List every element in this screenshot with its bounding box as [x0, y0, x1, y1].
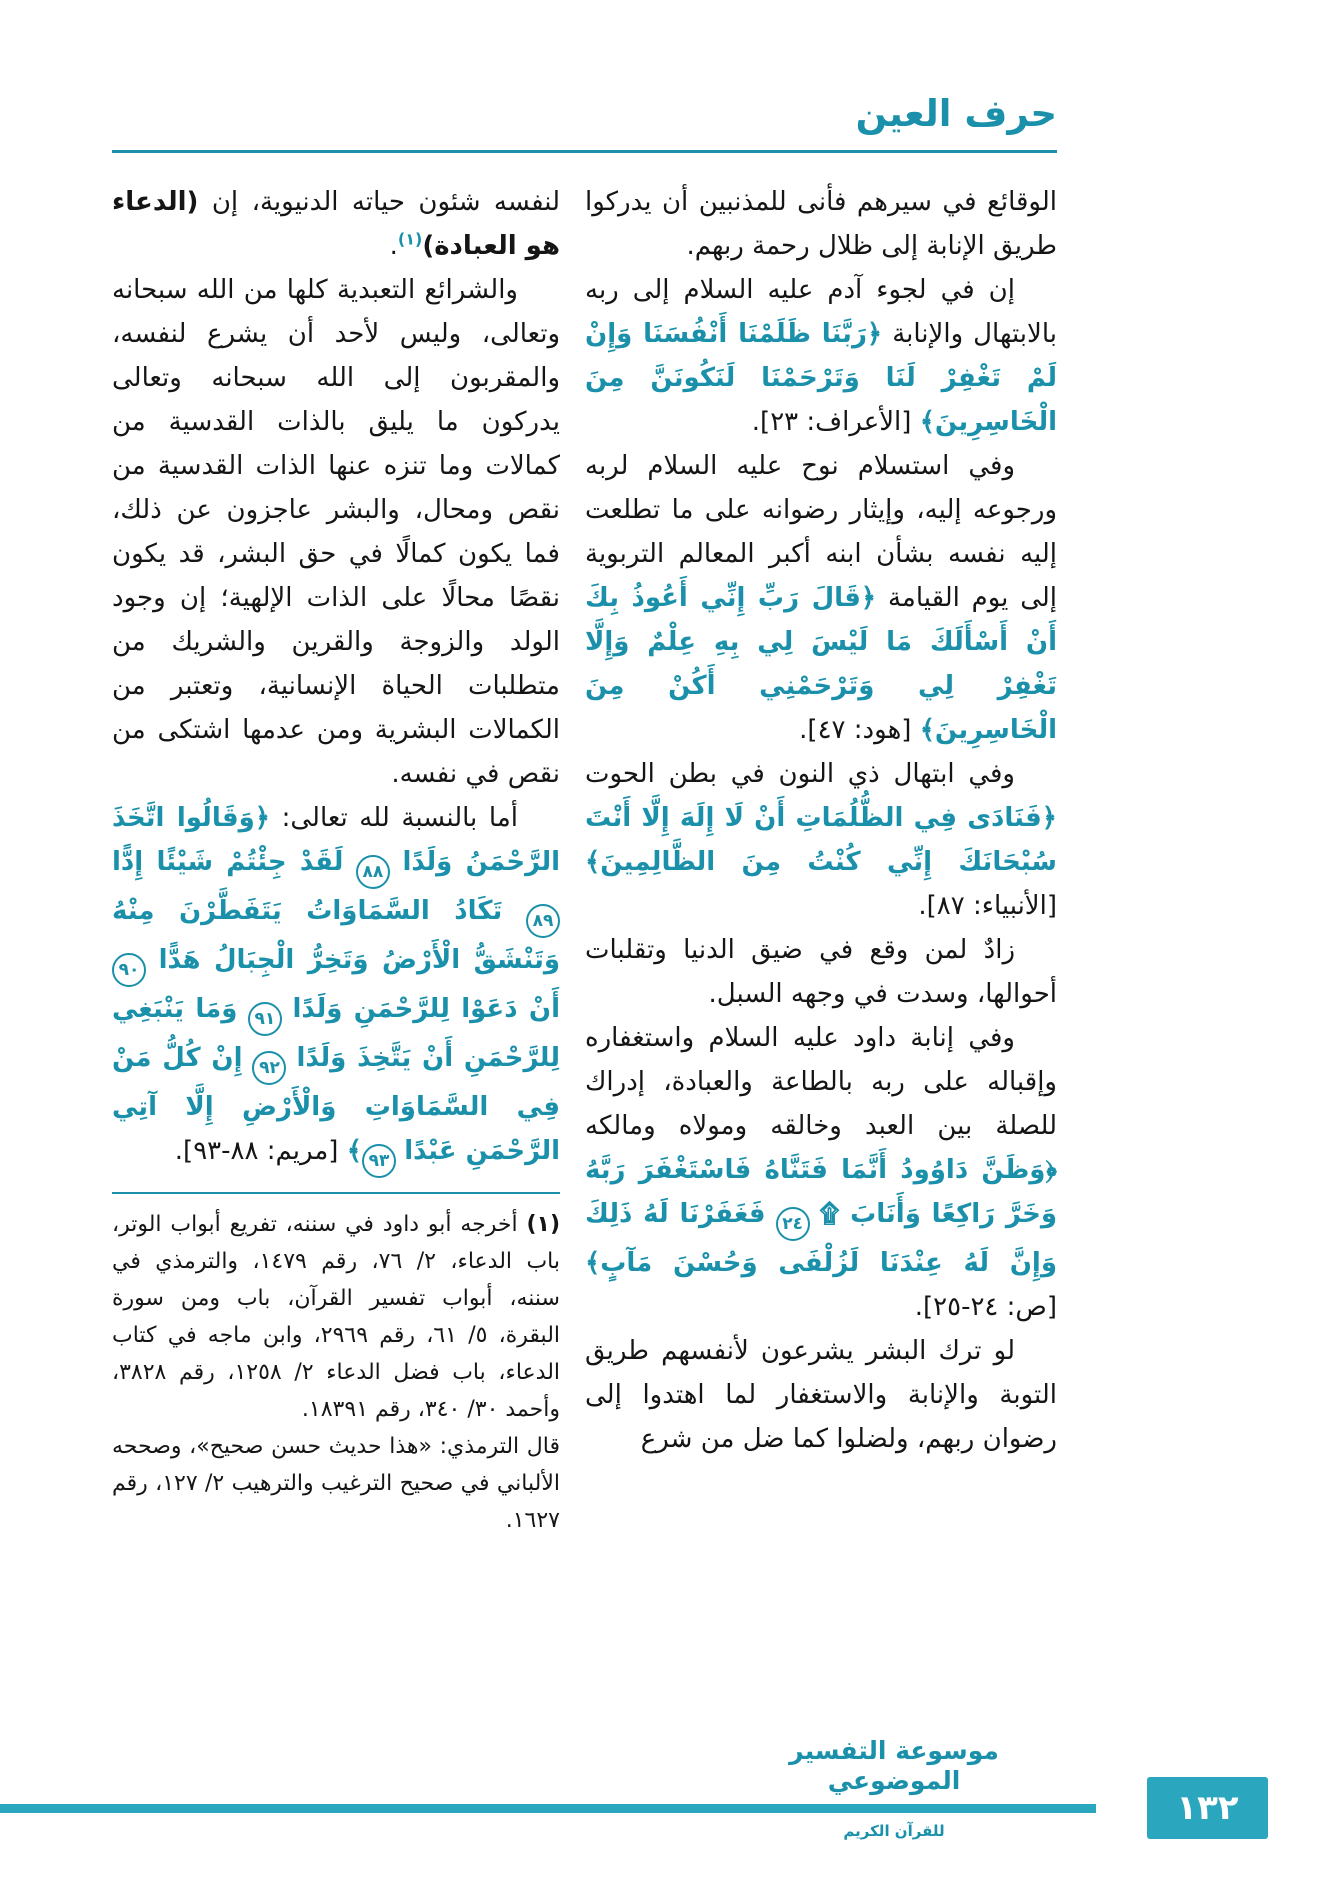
footnote-marker: (١): [526, 1212, 560, 1237]
paragraph: [585, 1329, 1057, 1461]
paragraph: [112, 180, 560, 268]
quran-verse: تَكَادُ السَّمَاوَاتُ يَتَفَطَّرْنَ مِنْهُ وَتَنْشَقُّ الْأَرْضُ وَتَخِرُّ الْجِبَالُ هَدًّا: [112, 896, 561, 975]
body-text: وفي ابتهال ذي النون في بطن الحوت: [585, 759, 1015, 789]
body-text: وفي إنابة داود عليه السلام واستغفاره وإقباله على ربه بالطاعة والعبادة، إدراك للصلة بين العبد وخالقه ومولاه ومالكه: [585, 1023, 1057, 1141]
left-column: [112, 180, 560, 1539]
ayah-number-badge: ٩٠: [112, 953, 146, 987]
paragraph: [112, 796, 560, 1178]
ayah-number-badge: ٢٤: [776, 1207, 810, 1241]
page-number-badge: ١٣٢: [1147, 1777, 1268, 1839]
ayah-number-badge: ٨٨: [356, 855, 390, 889]
verse-reference: [مريم: ٨٨-٩٣].: [174, 1136, 339, 1166]
paragraph: [112, 268, 560, 796]
paragraph: [585, 444, 1057, 752]
footnote: [112, 1206, 560, 1539]
body-text: إن في لجوء آدم عليه السلام إلى ربه بالابتهال والإنابة: [585, 275, 1058, 349]
chapter-heading: حرف العين: [855, 92, 1057, 135]
paragraph: [585, 752, 1057, 928]
paragraph: [585, 1016, 1057, 1329]
emphasized-text: (الدعاء هو العبادة): [112, 187, 560, 261]
publisher-logo: [779, 1736, 1009, 1840]
body-text: .: [389, 231, 398, 261]
publisher-logo-subtext: للقرآن الكريم: [843, 1822, 945, 1840]
footnote-entry: [112, 1428, 560, 1539]
body-text: والشرائع التعبدية كلها من الله سبحانه وتعالى، وليس لأحد أن يشرع لنفسه، والمقربون إلى الله سبحانه وتعالى يدركون ما يليق بالذات القدسية من كمالات وما تنزه عنها الذات القدسية من نقص ومحال، والبشر عاجزون عن ذلك، فما يكون كمالًا في حق البشر، قد يكون نقصًا محالًا على الذات الإلهية؛ إن وجود الولد والزوجة والقرين والشريك من متطلبات الحياة الإنسانية، وتعتبر من الكمالات البشرية ومن عدمها اشتكى من نقص في نفسه.: [112, 275, 560, 789]
body-text: لو ترك البشر يشرعون لأنفسهم طريق التوبة والإنابة والاستغفار لما اهتدوا إلى رضوان ربهم، ولضلوا كما ضل من شرع: [585, 1336, 1057, 1454]
body-text: الوقائع في سيرهم فأنى للمذنبين أن يدركوا طريق الإنابة إلى ظلال رحمة ربهم.: [585, 187, 1057, 261]
body-text: لنفسه شئون حياته الدنيوية، إن: [198, 187, 560, 217]
verse-reference: [الأنبياء: ٨٧].: [918, 891, 1057, 921]
verse-reference: [هود: ٤٧].: [799, 715, 912, 745]
body-text: وفي استسلام نوح عليه السلام لربه ورجوعه إليه، وإيثار رضوانه على ما تطلعت إليه نفسه بشأن ابنه أكبر المعالم التربوية إلى يوم القيامة: [585, 451, 1058, 613]
verse-reference: [ص: ٢٤-٢٥].: [914, 1292, 1057, 1322]
header-divider: [112, 150, 1057, 153]
footnote-entry: [112, 1206, 560, 1428]
quran-verse: فَغَفَرْنَا لَهُ ذَلِكَ وَإِنَّ لَهُ عِنْدَنَا لَزُلْفَى وَحُسْنَ مَآبٍ﴾: [585, 1199, 1057, 1278]
quran-verse: أَنْ دَعَوْا لِلرَّحْمَنِ وَلَدًا: [292, 994, 560, 1024]
quran-verse: ﴾: [346, 1136, 362, 1166]
paragraph: [585, 268, 1057, 444]
verse-reference: [الأعراف: ٢٣].: [751, 407, 912, 437]
body-text: زادٌ لمن وقع في ضيق الدنيا وتقلبات أحوالها، وسدت في وجهه السبل.: [585, 935, 1057, 1009]
quran-verse: لَقَدْ جِئْتُمْ شَيْئًا إِدًّا: [112, 847, 344, 877]
body-text: أما بالنسبة لله تعالى:: [281, 803, 518, 833]
publisher-logo-text: موسوعة التفسير الموضوعي: [789, 1736, 999, 1795]
ayah-number-badge: ٩٢: [252, 1051, 286, 1085]
footnote-text: أخرجه أبو داود في سننه، تفريع أبواب الوتر، باب الدعاء، ٢/ ٧٦، رقم ١٤٧٩، والترمذي في سننه، أبواب تفسير القرآن، باب ومن سورة البقرة، ٥/ ٦١، رقم ٢٩٦٩، وابن ماجه في كتاب الدعاء، باب فضل الدعاء ٢/ ١٢٥٨، رقم ٣٨٢٨، وأحمد ٣٠/ ٣٤٠، رقم ١٨٣٩١.: [112, 1212, 561, 1422]
quran-verse: ﴿رَبَّنَا ظَلَمْنَا أَنْفُسَنَا وَإِنْ لَمْ تَغْفِرْ لَنَا وَتَرْحَمْنَا لَنَكُونَنَّ مِنَ الْخَاسِرِينَ﴾: [585, 319, 1057, 437]
quran-verse: إِنْ كُلُّ مَنْ فِي السَّمَاوَاتِ وَالْأَرْضِ إِلَّا آتِي الرَّحْمَنِ عَبْدًا: [112, 1043, 560, 1166]
quran-verse: ﴿قَالَ رَبِّ إِنِّي أَعُوذُ بِكَ أَنْ أَسْأَلَكَ مَا لَيْسَ لِي بِهِ عِلْمٌ وَإِلَّا تَغْفِرْ لِي وَتَرْحَمْنِي أَكُنْ مِنَ الْخَاسِرِينَ﴾: [585, 583, 1057, 745]
footnote-marker-sup: (١): [397, 229, 423, 249]
ayah-number-badge: ٨٩: [526, 904, 560, 938]
paragraph: [585, 928, 1057, 1016]
ayah-number-badge: ٩٣: [362, 1144, 396, 1178]
footnote-text: قال الترمذي: «هذا حديث حسن صحيح»، وصححه الألباني في صحيح الترغيب والترهيب ٢/ ١٢٧، رقم ١٦٢٧.: [112, 1434, 561, 1533]
footnote-divider: [112, 1192, 560, 1194]
quran-verse: ﴿فَنَادَى فِي الظُّلُمَاتِ أَنْ لَا إِلَهَ إِلَّا أَنْتَ سُبْحَانَكَ إِنِّي كُنْتُ مِنَ الظَّالِمِينَ﴾: [585, 803, 1057, 877]
quran-verse: ﴿وَظَنَّ دَاوُودُ أَنَّمَا فَتَنَّاهُ فَاسْتَغْفَرَ رَبَّهُ وَخَرَّ رَاكِعًا وَأَنَابَ ۩: [585, 1155, 1057, 1229]
quran-verse: ﴿وَقَالُوا اتَّخَذَ الرَّحْمَنُ وَلَدًا: [112, 803, 560, 877]
right-column: [585, 180, 1057, 1461]
paragraph: [585, 180, 1057, 268]
ayah-number-badge: ٩١: [248, 1002, 282, 1036]
quran-verse: وَمَا يَنْبَغِي لِلرَّحْمَنِ أَنْ يَتَّخِذَ وَلَدًا: [112, 994, 561, 1073]
